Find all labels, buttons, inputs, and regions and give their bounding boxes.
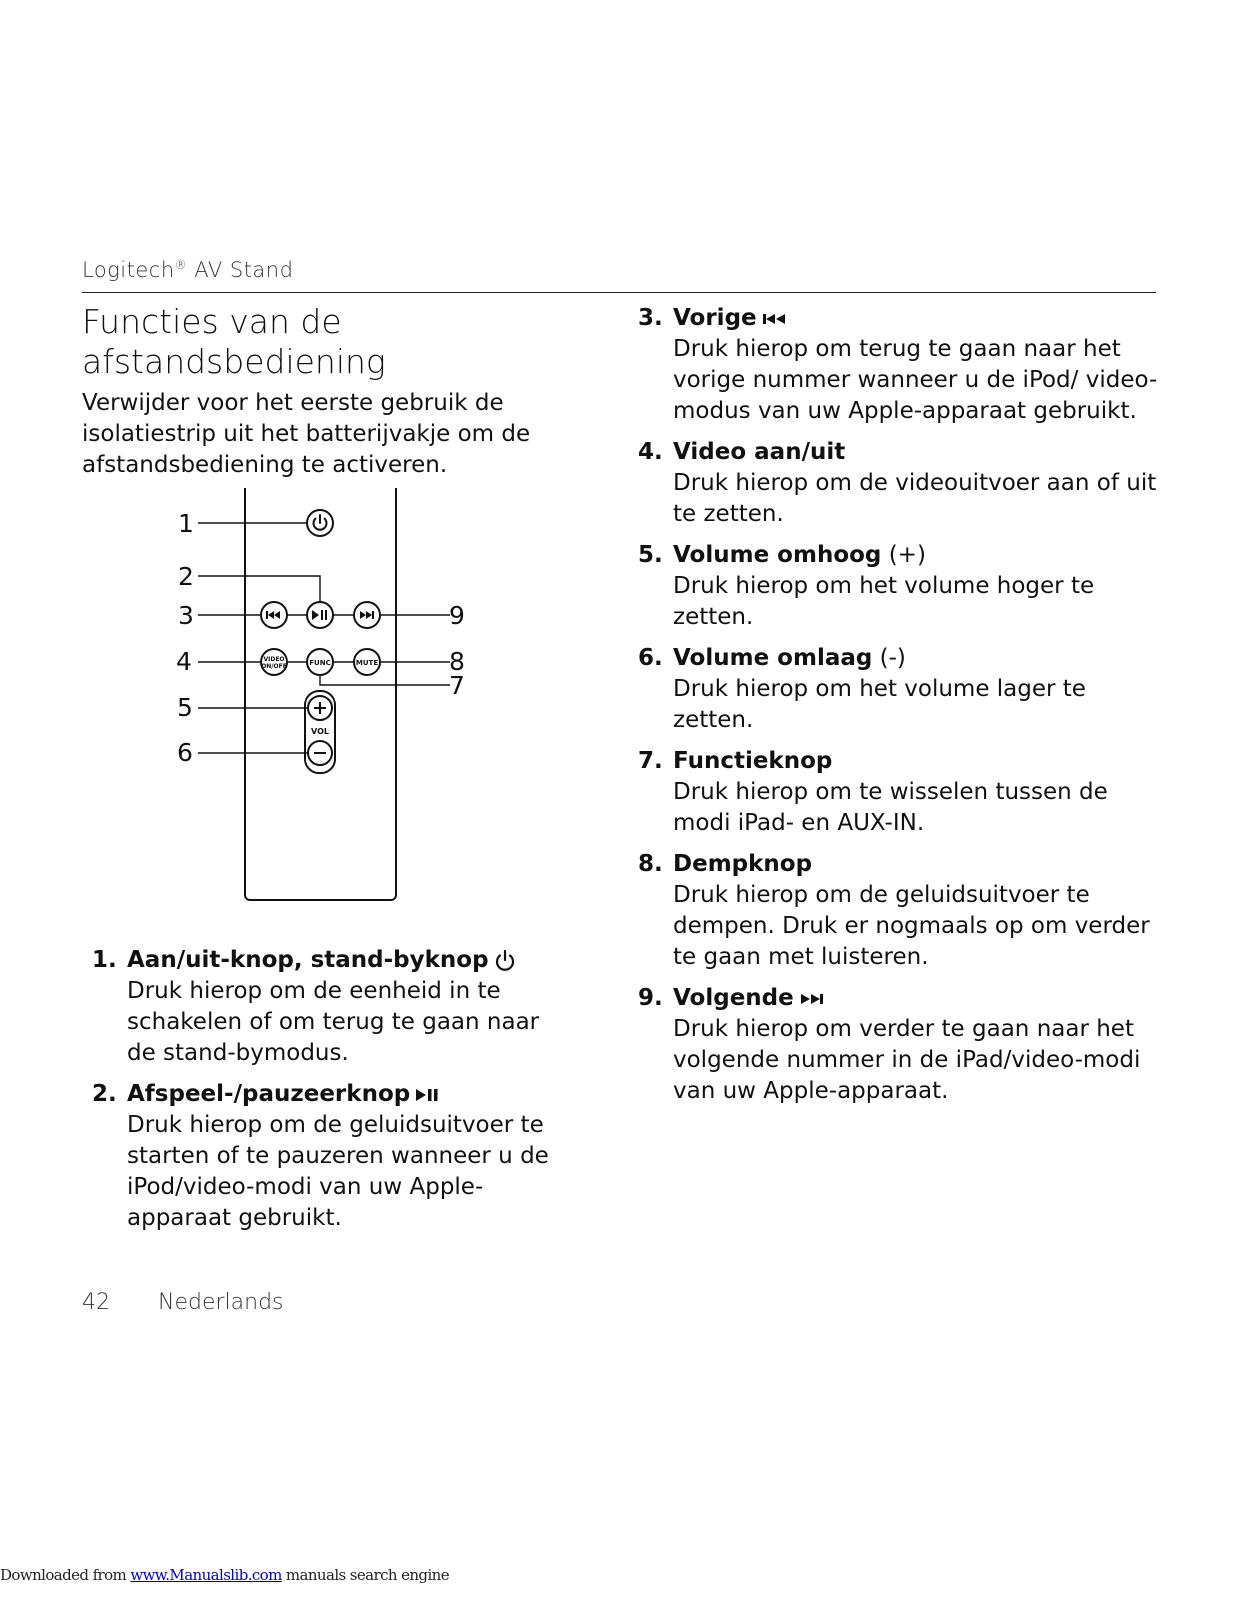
- remote-body: [245, 488, 396, 900]
- play-pause-button: [307, 602, 333, 628]
- item-description: Druk hierop om de videouitvoer aan of uit te zetten.: [673, 470, 1157, 527]
- play-pause-icon: [414, 1087, 440, 1103]
- callout-3: 3: [178, 601, 194, 630]
- item-number: 6.: [638, 645, 663, 671]
- list-item: [638, 303, 1158, 427]
- item-title: Afspeel-/pauzeerknop: [127, 1081, 411, 1107]
- func-label: FUNC: [309, 659, 331, 667]
- registered-mark: ®: [174, 258, 188, 272]
- brand-name: Logitech: [82, 258, 175, 282]
- item-description: Druk hierop om de eenheid in te schakelen of om terug te gaan naar de stand-bymodus.: [127, 978, 540, 1066]
- page-number: 42: [82, 1290, 110, 1315]
- next-icon: [798, 991, 826, 1007]
- download-prefix: Downloaded from: [0, 1566, 131, 1584]
- next-symbol: [360, 611, 366, 619]
- callout-8: 8: [449, 647, 465, 676]
- item-description: Druk hierop om verder te gaan naar het volgende nummer in de iPad/video-modi van uw Apple-apparaat.: [673, 1016, 1141, 1104]
- items-column-right: [638, 303, 1158, 1117]
- item-description: Druk hierop om het volume lager te zetten.: [673, 676, 1086, 733]
- item-description: Druk hierop om te wisselen tussen de modi iPad- en AUX-IN.: [673, 779, 1108, 836]
- list-item: [92, 1079, 562, 1234]
- item-description: Druk hierop om terug te gaan naar het vorige nummer wanneer u de iPod/ video-modus van uw Apple-apparaat gebruikt.: [673, 336, 1158, 424]
- manualslib-link[interactable]: www.Manualslib.com: [130, 1566, 282, 1584]
- item-number: 5.: [638, 542, 663, 568]
- items-column-left: [92, 945, 562, 1244]
- download-footer: [0, 1566, 449, 1584]
- item-number: 4.: [638, 439, 663, 465]
- callout-2: 2: [178, 562, 194, 591]
- item-number: 8.: [638, 851, 663, 877]
- item-description: Druk hierop om de geluidsuitvoer te dempen. Druk er nogmaals op om verder te gaan met luisteren.: [673, 882, 1150, 970]
- callout-4: 4: [176, 647, 192, 676]
- item-title: Dempknop: [673, 851, 813, 877]
- list-item: [638, 983, 1158, 1107]
- video-label-2: ON/OFF: [261, 663, 287, 670]
- item-title: Vorige: [673, 305, 757, 331]
- vol-label: VOL: [311, 727, 329, 736]
- mute-label: MUTE: [355, 659, 379, 667]
- prev-symbol: [266, 611, 268, 619]
- item-number: 9.: [638, 985, 663, 1011]
- page-title: Functies van de afstandsbediening: [82, 302, 386, 381]
- item-description: Druk hierop om het volume hoger te zetten.: [673, 573, 1095, 630]
- leader-2: [198, 576, 320, 602]
- running-header: [82, 258, 293, 282]
- item-title: Volume omhoog: [673, 542, 882, 568]
- item-number: 3.: [638, 305, 663, 331]
- leader-7: [320, 675, 450, 685]
- item-title: Video aan/uit: [673, 439, 846, 465]
- item-title: Aan/uit-knop, stand-byknop: [127, 947, 489, 973]
- callout-5: 5: [177, 693, 193, 722]
- product-name: AV Stand: [187, 258, 294, 282]
- minus-symbol: [314, 752, 326, 754]
- header-rule: [82, 292, 1156, 293]
- list-item: [92, 945, 562, 1069]
- callout-1: 1: [178, 509, 194, 538]
- list-item: 5. Volume omhoog (+) Druk hierop om het volume hoger te zetten.: [638, 540, 1158, 633]
- footer-language: Nederlands: [158, 1290, 284, 1315]
- item-number: 7.: [638, 748, 663, 774]
- item-title: Volgende: [673, 985, 794, 1011]
- item-title: Functieknop: [673, 748, 833, 774]
- callout-7: 7: [449, 671, 465, 700]
- list-item: [638, 746, 1158, 839]
- item-number: 2.: [92, 1081, 117, 1107]
- remote-diagram: [170, 488, 490, 908]
- item-description: Druk hierop om de geluidsuitvoer te starten of te pauzeren wanneer u de iPod/video-modi van uw Apple-apparaat gebruikt.: [127, 1112, 549, 1231]
- callout-9: 9: [449, 601, 465, 630]
- item-number: 1.: [92, 947, 117, 973]
- item-title: Volume omlaag: [673, 645, 873, 671]
- download-suffix: manuals search engine: [281, 1566, 449, 1584]
- previous-icon: [761, 311, 789, 327]
- list-item: [638, 849, 1158, 973]
- power-icon: [493, 949, 517, 973]
- play-pause-symbol: [312, 610, 319, 620]
- video-label-1: VIDEO: [263, 656, 285, 663]
- callout-6: 6: [177, 738, 193, 767]
- list-item: 6. Volume omlaag (-) Druk hierop om het volume lager te zetten.: [638, 643, 1158, 736]
- intro-paragraph: Verwijder voor het eerste gebruik de isolatiestrip uit het batterijvakje om de afstandsbediening te activeren.: [82, 390, 531, 478]
- list-item: [638, 437, 1158, 530]
